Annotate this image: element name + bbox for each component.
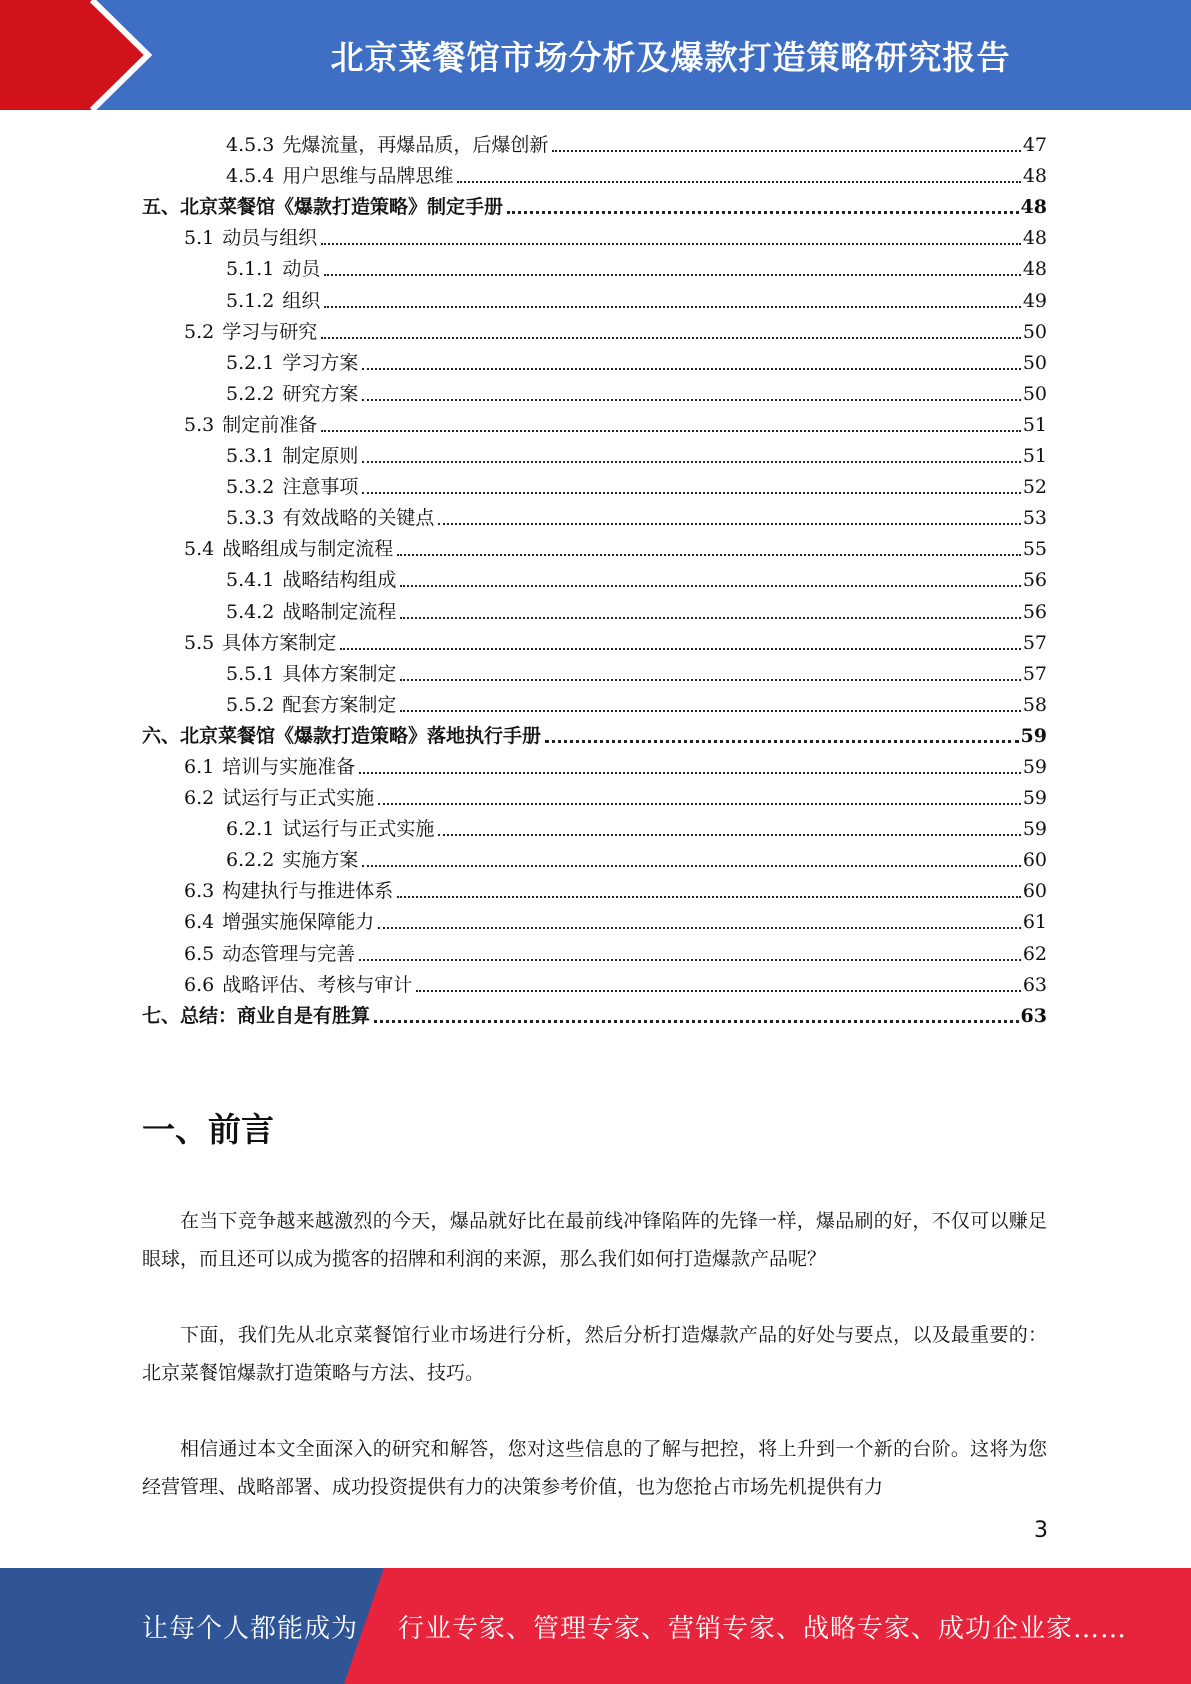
toc-entry-title: 配套方案制定 bbox=[282, 693, 397, 716]
toc-entry[interactable] bbox=[142, 499, 1047, 530]
toc-entry-title: 学习方案 bbox=[282, 351, 359, 374]
toc-entry-title: 组织 bbox=[282, 289, 321, 312]
toc-entry-title: 战略评估、考核与审计 bbox=[222, 973, 413, 996]
toc-dot-leader bbox=[400, 678, 1020, 681]
toc-entry[interactable] bbox=[142, 250, 1047, 281]
toc-entry-page: 50 bbox=[1022, 382, 1047, 405]
toc-entry-number: 5.1.2 bbox=[226, 289, 275, 312]
toc-entry-title: 战略制定流程 bbox=[282, 600, 397, 623]
toc-entry[interactable] bbox=[142, 934, 1047, 965]
toc-entry[interactable] bbox=[142, 872, 1047, 903]
toc-entry-title: 具体方案制定 bbox=[282, 662, 397, 685]
toc-dot-leader bbox=[457, 180, 1020, 183]
toc-dot-leader bbox=[397, 895, 1021, 898]
toc-entry-title: 动态管理与完善 bbox=[222, 942, 356, 965]
toc-entry[interactable] bbox=[142, 126, 1047, 157]
toc-entry-number: 4.5.4 bbox=[226, 165, 275, 188]
toc-entry[interactable] bbox=[142, 313, 1047, 344]
toc-entry[interactable] bbox=[142, 686, 1047, 717]
toc-dot-leader bbox=[362, 398, 1020, 401]
toc-entry-number: 6.2.1 bbox=[226, 818, 275, 841]
toc-entry-title: 用户思维与品牌思维 bbox=[282, 165, 454, 188]
toc-entry[interactable] bbox=[142, 468, 1047, 499]
toc-dot-leader bbox=[552, 149, 1020, 152]
toc-entry-page: 59 bbox=[1020, 724, 1047, 747]
toc-entry-number: 5.5 bbox=[184, 631, 215, 654]
toc-entry[interactable] bbox=[142, 437, 1047, 468]
toc-dot-leader bbox=[321, 429, 1021, 432]
toc-entry-title: 增强实施保障能力 bbox=[222, 911, 375, 934]
toc-entry-page: 50 bbox=[1022, 351, 1047, 374]
toc-entry-title: 培训与实施准备 bbox=[222, 755, 356, 778]
toc-entry-page: 51 bbox=[1022, 413, 1047, 436]
toc-entry-number: 5.4.1 bbox=[226, 569, 275, 592]
page-header bbox=[0, 0, 1191, 110]
toc-entry-page: 62 bbox=[1022, 942, 1047, 965]
toc-entry-number: 5.5.2 bbox=[226, 693, 275, 716]
toc-entry[interactable] bbox=[142, 375, 1047, 406]
toc-dot-leader bbox=[321, 242, 1021, 245]
toc-entry-number: 5.2.2 bbox=[226, 382, 275, 405]
toc-entry-page: 58 bbox=[1022, 693, 1047, 716]
toc-entry-title: 制定原则 bbox=[282, 445, 359, 468]
toc-entry-number: 5.3.3 bbox=[226, 507, 275, 530]
toc-dot-leader bbox=[362, 491, 1020, 494]
toc-entry-number: 4.5.3 bbox=[226, 134, 275, 157]
section-heading: 一、前言 bbox=[142, 1110, 274, 1149]
toc-entry-number: 5.1 bbox=[184, 227, 215, 250]
toc-entry-number: 6.4 bbox=[184, 911, 215, 934]
toc-entry-title: 注意事项 bbox=[282, 476, 359, 499]
toc-entry-page: 60 bbox=[1022, 880, 1047, 903]
toc-entry-page: 51 bbox=[1022, 445, 1047, 468]
toc-dot-leader bbox=[400, 709, 1020, 712]
toc-entry-page: 60 bbox=[1022, 849, 1047, 872]
toc-entry-title: 七、总结：商业自是有胜算 bbox=[142, 1004, 371, 1027]
toc-entry-number: 6.5 bbox=[184, 942, 215, 965]
toc-entry-title: 先爆流量，再爆品质，后爆创新 bbox=[282, 134, 549, 157]
toc-entry-page: 63 bbox=[1022, 973, 1047, 996]
toc-entry-page: 57 bbox=[1022, 662, 1047, 685]
toc-dot-leader bbox=[545, 739, 1019, 743]
toc-entry-number: 6.3 bbox=[184, 880, 215, 903]
toc-entry-page: 48 bbox=[1020, 196, 1047, 219]
toc-entry-page: 48 bbox=[1022, 258, 1047, 281]
toc-entry[interactable] bbox=[142, 748, 1047, 779]
toc-entry-number: 6.2 bbox=[184, 787, 215, 810]
toc-entry[interactable] bbox=[142, 344, 1047, 375]
toc-dot-leader bbox=[362, 460, 1020, 463]
toc-entry[interactable] bbox=[142, 966, 1047, 997]
toc-entry-title: 制定前准备 bbox=[222, 413, 318, 436]
toc-dot-leader bbox=[374, 1019, 1019, 1023]
toc-dot-leader bbox=[362, 864, 1020, 867]
toc-entry[interactable] bbox=[142, 219, 1047, 250]
toc-dot-leader bbox=[400, 584, 1020, 587]
toc-dot-leader bbox=[362, 367, 1020, 370]
toc-entry-number: 5.3 bbox=[184, 413, 215, 436]
toc-entry[interactable] bbox=[142, 530, 1047, 561]
toc-entry-number: 6.6 bbox=[184, 973, 215, 996]
toc-entry-number: 6.1 bbox=[184, 755, 215, 778]
toc-entry-title: 研究方案 bbox=[282, 382, 359, 405]
toc-entry[interactable] bbox=[142, 157, 1047, 188]
toc-entry-page: 50 bbox=[1022, 320, 1047, 343]
toc-entry-title: 试运行与正式实施 bbox=[222, 787, 375, 810]
toc-entry-page: 56 bbox=[1022, 600, 1047, 623]
toc-entry-number: 5.4 bbox=[184, 538, 215, 561]
page-number: 3 bbox=[1034, 1518, 1048, 1543]
toc-entry-title: 试运行与正式实施 bbox=[282, 818, 435, 841]
toc-entry-page: 59 bbox=[1022, 818, 1047, 841]
paragraph-3: 相信通过本文全面深入的研究和解答，您对这些信息的了解与把控，将上升到一个新的台阶。这将为您经营管理、战略部署、成功投资提供有力的决策参考价值，也为您抢占市场先机提供有力 bbox=[142, 1438, 1047, 1498]
toc-dot-leader bbox=[324, 273, 1020, 276]
toc-entry-title: 动员 bbox=[282, 258, 321, 281]
toc-entry[interactable] bbox=[142, 592, 1047, 623]
toc-entry-title: 五、北京菜餐馆《爆款打造策略》制定手册 bbox=[142, 196, 504, 219]
toc-entry-page: 59 bbox=[1022, 755, 1047, 778]
toc-entry-number: 5.2.1 bbox=[226, 351, 275, 374]
toc-entry[interactable] bbox=[142, 624, 1047, 655]
toc-entry[interactable] bbox=[142, 841, 1047, 872]
paragraph-2: 下面，我们先从北京菜餐馆行业市场进行分析，然后分析打造爆款产品的好处与要点，以及最重要的：北京菜餐馆爆款打造策略与方法、技巧。 bbox=[142, 1324, 1047, 1384]
toc-entry[interactable] bbox=[142, 779, 1047, 810]
toc-entry-page: 53 bbox=[1022, 507, 1047, 530]
toc-dot-leader bbox=[438, 522, 1020, 525]
toc-entry-title: 战略结构组成 bbox=[282, 569, 397, 592]
toc-entry[interactable] bbox=[142, 406, 1047, 437]
toc-entry-page: 49 bbox=[1022, 289, 1047, 312]
footer-slogan-left: 让每个人都能成为 bbox=[142, 1613, 359, 1644]
footer-slogan-right: 行业专家、管理专家、营销专家、战略专家、成功企业家…… bbox=[398, 1613, 1128, 1644]
toc-entry-number: 5.3.2 bbox=[226, 476, 275, 499]
toc-entry[interactable] bbox=[142, 655, 1047, 686]
toc-dot-leader bbox=[359, 958, 1021, 961]
toc-entry-title: 构建执行与推进体系 bbox=[222, 880, 394, 903]
toc-entry-page: 47 bbox=[1022, 134, 1047, 157]
toc-entry-title: 动员与组织 bbox=[222, 227, 318, 250]
report-title: 北京菜餐馆市场分析及爆款打造策略研究报告 bbox=[330, 37, 1011, 77]
toc-dot-leader bbox=[378, 926, 1021, 929]
toc-entry-title: 有效战略的关键点 bbox=[282, 507, 435, 530]
toc-entry[interactable] bbox=[142, 281, 1047, 312]
table-of-contents bbox=[142, 126, 1047, 1028]
toc-entry-title: 具体方案制定 bbox=[222, 631, 337, 654]
toc-dot-leader bbox=[397, 553, 1021, 556]
toc-entry-page: 61 bbox=[1022, 911, 1047, 934]
toc-entry[interactable] bbox=[142, 903, 1047, 934]
toc-entry-page: 48 bbox=[1022, 227, 1047, 250]
toc-entry-page: 56 bbox=[1022, 569, 1047, 592]
toc-entry-number: 5.2 bbox=[184, 320, 215, 343]
toc-entry[interactable] bbox=[142, 717, 1047, 748]
toc-entry[interactable] bbox=[142, 561, 1047, 592]
paragraph-1: 在当下竞争越来越激烈的今天，爆品就好比在最前线冲锋陷阵的先锋一样，爆品刷的好，不仅可以赚足眼球，而且还可以成为揽客的招牌和利润的来源，那么我们如何打造爆款产品呢？ bbox=[142, 1210, 1047, 1270]
toc-dot-leader bbox=[400, 616, 1020, 619]
toc-dot-leader bbox=[507, 210, 1019, 214]
toc-entry-number: 5.1.1 bbox=[226, 258, 275, 281]
toc-entry-number: 5.5.1 bbox=[226, 662, 275, 685]
toc-entry-page: 57 bbox=[1022, 631, 1047, 654]
toc-dot-leader bbox=[378, 802, 1021, 805]
toc-entry[interactable] bbox=[142, 810, 1047, 841]
toc-dot-leader bbox=[340, 647, 1021, 650]
toc-entry-title: 六、北京菜餐馆《爆款打造策略》落地执行手册 bbox=[142, 724, 542, 747]
toc-entry[interactable] bbox=[142, 188, 1047, 219]
toc-entry-title: 学习与研究 bbox=[222, 320, 318, 343]
toc-entry-page: 59 bbox=[1022, 787, 1047, 810]
toc-dot-leader bbox=[438, 833, 1020, 836]
toc-entry-title: 实施方案 bbox=[282, 849, 359, 872]
toc-entry-page: 52 bbox=[1022, 476, 1047, 499]
toc-entry[interactable] bbox=[142, 997, 1047, 1028]
toc-dot-leader bbox=[321, 336, 1021, 339]
toc-entry-number: 6.2.2 bbox=[226, 849, 275, 872]
toc-entry-page: 48 bbox=[1022, 165, 1047, 188]
toc-entry-title: 战略组成与制定流程 bbox=[222, 538, 394, 561]
toc-entry-number: 5.3.1 bbox=[226, 445, 275, 468]
toc-entry-page: 63 bbox=[1020, 1004, 1047, 1027]
toc-dot-leader bbox=[416, 989, 1021, 992]
toc-dot-leader bbox=[359, 771, 1021, 774]
toc-entry-page: 55 bbox=[1022, 538, 1047, 561]
toc-entry-number: 5.4.2 bbox=[226, 600, 275, 623]
page-footer bbox=[0, 1568, 1191, 1684]
toc-dot-leader bbox=[324, 305, 1020, 308]
